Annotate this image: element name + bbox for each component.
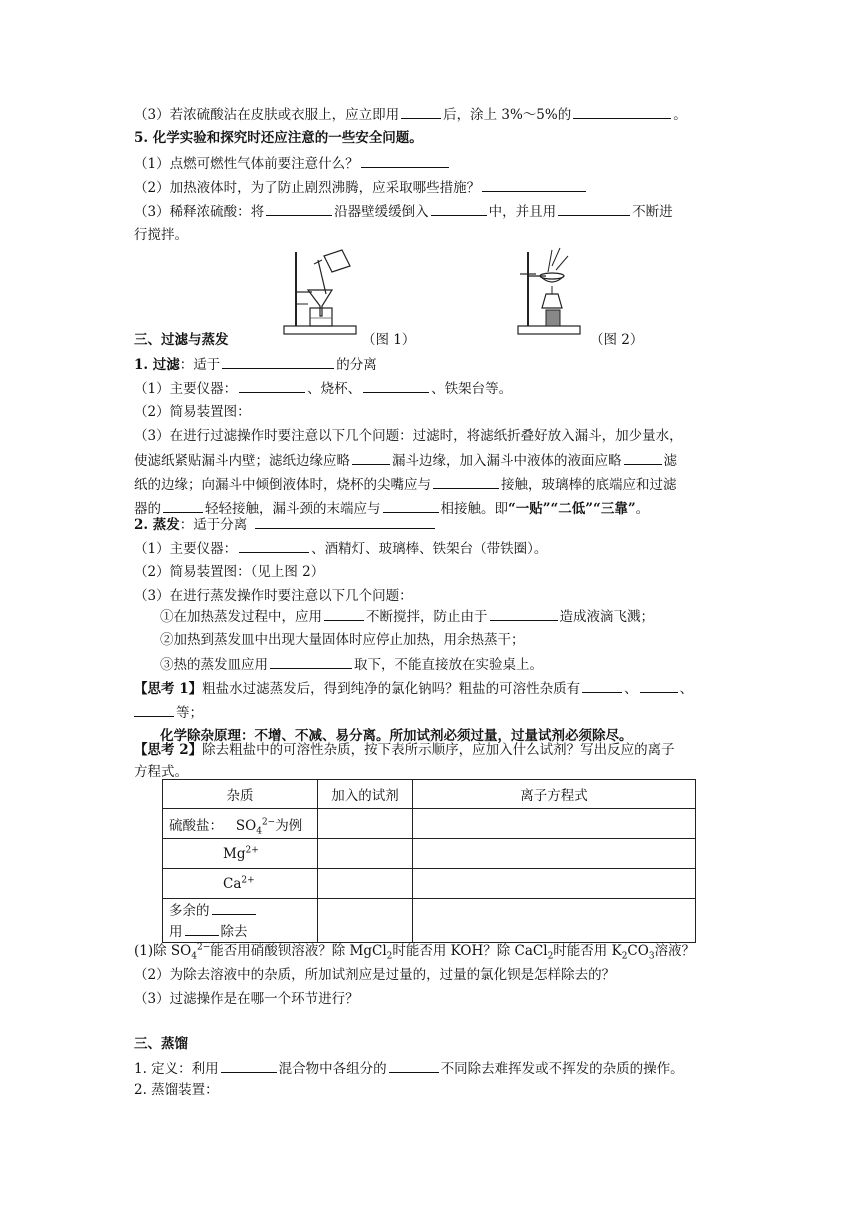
- blank[interactable]: [383, 498, 439, 513]
- blank[interactable]: [482, 177, 586, 192]
- reagent-cell[interactable]: [318, 839, 413, 869]
- question-line: （2）为除去溶液中的杂质，所加试剂应是过量的，过量的氯化钡是怎样除去的？: [134, 967, 616, 983]
- section-heading: 5. 化学实验和探究时还应注意的一些安全问题。: [134, 130, 423, 146]
- section-title: 三、过滤与蒸发: [134, 332, 229, 348]
- table-header-row: [163, 780, 696, 809]
- blank[interactable]: [558, 201, 630, 216]
- equation-cell[interactable]: [413, 839, 696, 869]
- evaporation-apparatus-figure: [512, 246, 586, 338]
- question-line: (1)除 $SO_4^{2-}$能否用硝酸钡溶液？除 MgCl$_2$时能否用 KOH？除 CaCl$_2$时能否用 $K_2CO_3$溶液？: [134, 942, 696, 962]
- blank[interactable]: [361, 153, 449, 168]
- blank[interactable]: [134, 702, 174, 717]
- text-line: （3）若浓硫酸沾在皮肤或衣服上，应立即用 后，涂上 3%～5%的 。: [134, 104, 687, 125]
- text-line: ①在加热蒸发过程中，应用 不断搅拌，防止由于 造成液滴飞溅；: [160, 606, 654, 627]
- text-line: 方程式。: [134, 764, 188, 780]
- text-line: 2. 蒸馏装置：: [134, 1082, 219, 1098]
- blank[interactable]: [401, 104, 441, 119]
- section-title: 三、蒸馏: [134, 1036, 188, 1052]
- table-header-cell: 杂质: [163, 780, 318, 809]
- table-header-cell: 加入的试剂: [318, 780, 413, 809]
- blank[interactable]: [582, 678, 622, 693]
- question-line: （3）稀释浓硫酸：将 沿器壁缓缓倒入 中，并且用 不断进: [134, 201, 673, 222]
- blank[interactable]: [163, 498, 203, 513]
- table-row: [163, 809, 696, 839]
- blank[interactable]: [221, 1058, 277, 1073]
- blank[interactable]: [255, 514, 435, 529]
- figure-caption: （图 2）: [590, 332, 644, 348]
- text-line: （2）简易装置图：: [134, 404, 251, 420]
- text-line: （2）简易装置图：（见上图 2）: [134, 564, 325, 580]
- blank[interactable]: [239, 538, 309, 553]
- blank[interactable]: [270, 654, 352, 669]
- table-cell: 硫酸盐： $SO_4^{2-}$为例: [163, 809, 318, 839]
- text-line: ③热的蒸发皿应用 取下，不能直接放在实验桌上。: [160, 654, 543, 675]
- blank[interactable]: [324, 606, 364, 621]
- blank[interactable]: [433, 474, 499, 489]
- text-line: 使滤纸紧贴漏斗内壁；滤纸边缘应略 漏斗边缘，加入漏斗中液体的液面应略 滤: [134, 450, 677, 471]
- blank[interactable]: [239, 378, 305, 393]
- principle-text: 化学除杂原理：不增、不减、易分离。所加试剂必须过量，过量试剂必须除尽。: [160, 728, 633, 744]
- text-line: 等；: [134, 702, 203, 723]
- table-row: [163, 869, 696, 899]
- text-line: 行搅拌。: [134, 227, 188, 243]
- text-line: （3）在进行蒸发操作时要注意以下几个问题：: [134, 588, 413, 604]
- question-line: （1）点燃可燃性气体前要注意什么？: [134, 153, 451, 174]
- blank[interactable]: [490, 606, 558, 621]
- text-line: 1. 过滤：适于 的分离: [134, 354, 377, 375]
- filtration-apparatus-figure: [278, 246, 362, 338]
- think-2: 【思考 2】除去粗盐中的可溶性杂质，按下表所示顺序，应加入什么试剂？写出反应的离子: [134, 742, 675, 758]
- text-line: ②加热到蒸发皿中出现大量固体时应停止加热，用余热蒸干；: [160, 632, 525, 648]
- reagent-cell[interactable]: [318, 899, 413, 943]
- text-line: （1）主要仪器： 、酒精灯、玻璃棒、铁架台（带铁圈）。: [134, 538, 547, 559]
- blank[interactable]: [389, 1058, 439, 1073]
- equation-cell[interactable]: [413, 809, 696, 839]
- text-line: （3）在进行过滤操作时要注意以下几个问题：过滤时，将滤纸折叠好放入漏斗，加少量水，: [134, 428, 683, 444]
- blank[interactable]: [573, 104, 671, 119]
- reagent-cell[interactable]: [318, 869, 413, 899]
- text-line: 2. 蒸发：适于分离: [134, 514, 437, 535]
- text-line: 纸的边缘；向漏斗中倾倒液体时，烧杯的尖嘴应与 接触，玻璃棒的底端应和过滤: [134, 474, 677, 495]
- reagent-cell[interactable]: [318, 809, 413, 839]
- impurity-table: [162, 779, 696, 943]
- blank[interactable]: [431, 201, 487, 216]
- equation-cell[interactable]: [413, 869, 696, 899]
- table-cell: 多余的 用 除去: [163, 899, 318, 943]
- table-header-cell: 离子方程式: [413, 780, 696, 809]
- blank[interactable]: [212, 900, 256, 915]
- table-cell: $Mg^{2+}$: [163, 839, 318, 869]
- equation-cell[interactable]: [413, 899, 696, 943]
- think-1: 【思考 1】粗盐水过滤蒸发后，得到纯净的氯化钠吗？粗盐的可溶性杂质有 、 、: [134, 678, 693, 699]
- text-line: 1. 定义：利用 混合物中各组分的 不同除去难挥发或不挥发的杂质的操作。: [134, 1058, 684, 1079]
- question-line: （3）过滤操作是在哪一个环节进行？: [134, 991, 359, 1007]
- blank[interactable]: [363, 378, 429, 393]
- table-cell: $Ca^{2+}$: [163, 869, 318, 899]
- table-row: [163, 899, 696, 943]
- question-line: （2）加热液体时，为了防止剧烈沸腾，应采取哪些措施？: [134, 177, 588, 198]
- blank[interactable]: [352, 450, 390, 465]
- figure-caption: （图 1）: [362, 332, 416, 348]
- blank[interactable]: [640, 678, 678, 693]
- table-row: [163, 839, 696, 869]
- blank[interactable]: [222, 354, 334, 369]
- text-line: （1）主要仪器： 、烧杯、 、铁架台等。: [134, 378, 512, 399]
- blank[interactable]: [185, 921, 219, 936]
- blank[interactable]: [266, 201, 332, 216]
- text-line: 器的 轻轻接触，漏斗颈的末端应与 相接触。即“一贴”“二低”“三靠”。: [134, 498, 649, 519]
- blank[interactable]: [624, 450, 662, 465]
